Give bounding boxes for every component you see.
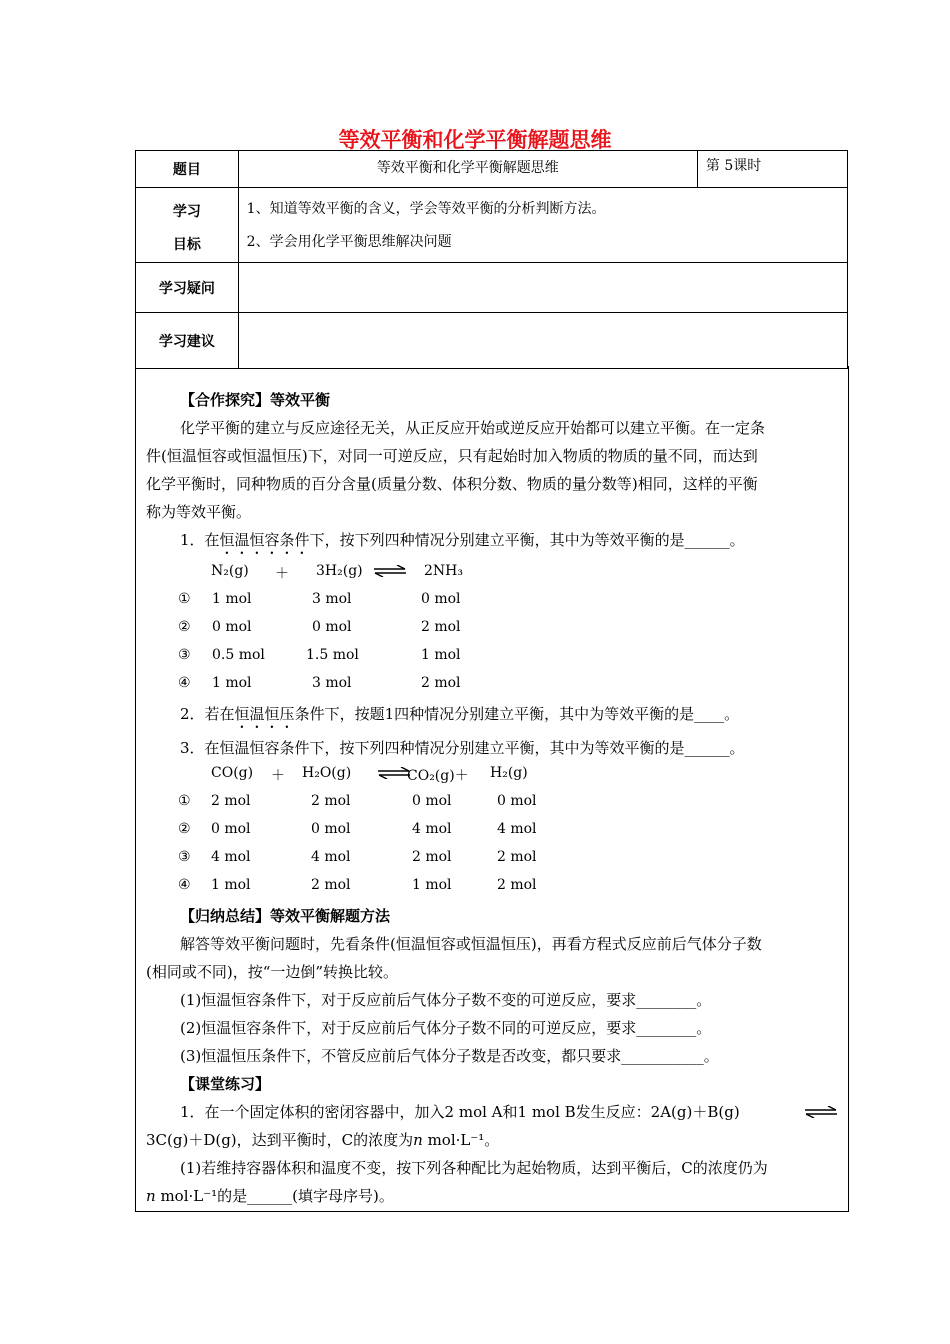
topic-value: 等效平衡和化学平衡解题思维 bbox=[238, 151, 697, 188]
equilibrium-arrow-icon bbox=[377, 767, 411, 779]
practice-line: n mol·L⁻¹的是______(填字母序号)。 bbox=[146, 1187, 394, 1205]
dotted-emphasis: 恒温恒压 bbox=[234, 705, 295, 723]
suggest-content bbox=[238, 313, 847, 369]
goal-1: 1、知道等效平衡的含义，学会等效平衡的分析判断方法。 bbox=[246, 201, 606, 217]
paragraph-line: 化学平衡的建立与反应途径无关，从正反应开始或逆反应开始都可以建立平衡。在一定条 bbox=[180, 419, 766, 437]
practice-line: 3C(g)＋D(g)，达到平衡时，C的浓度为n mol·L⁻¹。 bbox=[146, 1131, 500, 1149]
lesson-number: 第 5课时 bbox=[697, 151, 847, 188]
goal-content bbox=[238, 188, 847, 263]
section-heading-cooperative: 【合作探究】等效平衡 bbox=[180, 391, 331, 409]
question-3: 3．在恒温恒容条件下，按下列四种情况分别建立平衡，其中为等效平衡的是______。 bbox=[180, 739, 745, 757]
summary-item-2: (2)恒温恒容条件下，对于反应前后气体分子数不同的可逆反应，要求________。 bbox=[180, 1019, 712, 1037]
content-area: 【合作探究】等效平衡 化学平衡的建立与反应途径无关，从正反应开始或逆反应开始都可以建立平衡。在一定条 件(恒温恒容或恒温恒压)下，对同一可逆反应，只有起始时加入物质的物质的量不同，而达到 化学平衡时，同种物质的百分含量(质量分数、体积分数、物质的量分数等)相同，这样的平衡 称为等效平衡。 1．在恒温恒容条件下，按下列四种情况分别建立平衡，其中为等效平衡的是______。 N₂(g) ＋ 3H₂(g) 2NH₃ ① 1 mol 3 mol 0 mol ② 0 mol 0 mol 2 mol ③ 0.5 mol 1.5 mol 1 mol ④ 1 mol 3 mol 2 mol 2．若在恒温恒压条件下，按题1四种情况分别建立平衡，其中为等效平衡的是____。 3．在恒温恒容条件下，按下列四种情况分别建立平衡，其中为等效平衡的是______。 CO(g) ＋ H₂O(g) CO₂(g)＋ H₂(g) ① 2 mol 2 mol 0 mol 0 mol ② 0 mol 0 mol 4 mol 4 mol ③ 4 mol 4 mol 2 mol 2 mol ④ 1 mol 2 mol 1 mol 2 mol 【归纳总结】等效平衡解题方法 解答等效平衡问题时，先看条件(恒温恒容或恒温恒压)，再看方程式反应前后气体分子数 (相同或不同)，按“一边倒”转换比较。 (1)恒温恒容条件下，对于反应前后气体分子数不变的可逆反应，要求________。 (2)恒温恒容条件下，对于反应前后气体分子数不同的可逆反应，要求________。 (3)恒温恒压条件下，不管反应前后气体分子数是否改变，都只要求___________。 【课堂练习】 1．在一个固定体积的密闭容器中，加入2 mol A和1 mol B发生反应：2A(g)＋B(g) 3C(g)＋D(g)，达到平衡时，C的浓度为n mol·L⁻¹。 (1)若维持容器体积和温度不变，按下列各种配比为起始物质，达到平衡后，C的浓度仍为 n mol·L⁻¹的是______(填字母序号)。 bbox=[135, 366, 849, 1212]
section-heading-practice: 【课堂练习】 bbox=[180, 1075, 271, 1093]
practice-line: (1)若维持容器体积和温度不变，按下列各种配比为起始物质，达到平衡后，C的浓度仍为 bbox=[180, 1159, 768, 1177]
dotted-emphasis: 恒温恒容条件 bbox=[219, 531, 310, 549]
suggest-label: 学习建议 bbox=[136, 313, 239, 369]
question-1: 1．在恒温恒容条件下，按下列四种情况分别建立平衡，其中为等效平衡的是______。 bbox=[180, 531, 745, 549]
section-heading-summary: 【归纳总结】等效平衡解题方法 bbox=[180, 907, 391, 925]
paragraph-line: (相同或不同)，按“一边倒”转换比较。 bbox=[146, 963, 399, 981]
paragraph-line: 解答等效平衡问题时，先看条件(恒温恒容或恒温恒压)，再看方程式反应前后气体分子数 bbox=[180, 935, 762, 953]
info-table bbox=[135, 150, 848, 369]
document-title: 等效平衡和化学平衡解题思维 bbox=[338, 128, 612, 152]
equilibrium-arrow-icon bbox=[373, 565, 407, 577]
topic-label: 题目 bbox=[136, 151, 239, 188]
question-2: 2．若在恒温恒压条件下，按题1四种情况分别建立平衡，其中为等效平衡的是____。 bbox=[180, 705, 740, 723]
paragraph-line: 件(恒温恒容或恒温恒压)下，对同一可逆反应，只有起始时加入物质的物质的量不同，而达到 bbox=[146, 447, 758, 465]
paragraph-line: 化学平衡时，同种物质的百分含量(质量分数、体积分数、物质的量分数等)相同，这样的平衡 bbox=[146, 475, 758, 493]
goal-2: 2、学会用化学平衡思维解决问题 bbox=[246, 234, 452, 250]
summary-item-3: (3)恒温恒压条件下，不管反应前后气体分子数是否改变，都只要求___________。 bbox=[180, 1047, 719, 1065]
practice-line: 1．在一个固定体积的密闭容器中，加入2 mol A和1 mol B发生反应：2A(g)＋B(g) bbox=[180, 1103, 740, 1121]
equilibrium-arrow-icon bbox=[804, 1106, 838, 1118]
paragraph-line: 称为等效平衡。 bbox=[146, 503, 252, 521]
goal-label: 学习 目标 bbox=[136, 188, 239, 263]
summary-item-1: (1)恒温恒容条件下，对于反应前后气体分子数不变的可逆反应，要求________。 bbox=[180, 991, 712, 1009]
question-label: 学习疑问 bbox=[136, 263, 239, 313]
question-content bbox=[238, 263, 847, 313]
